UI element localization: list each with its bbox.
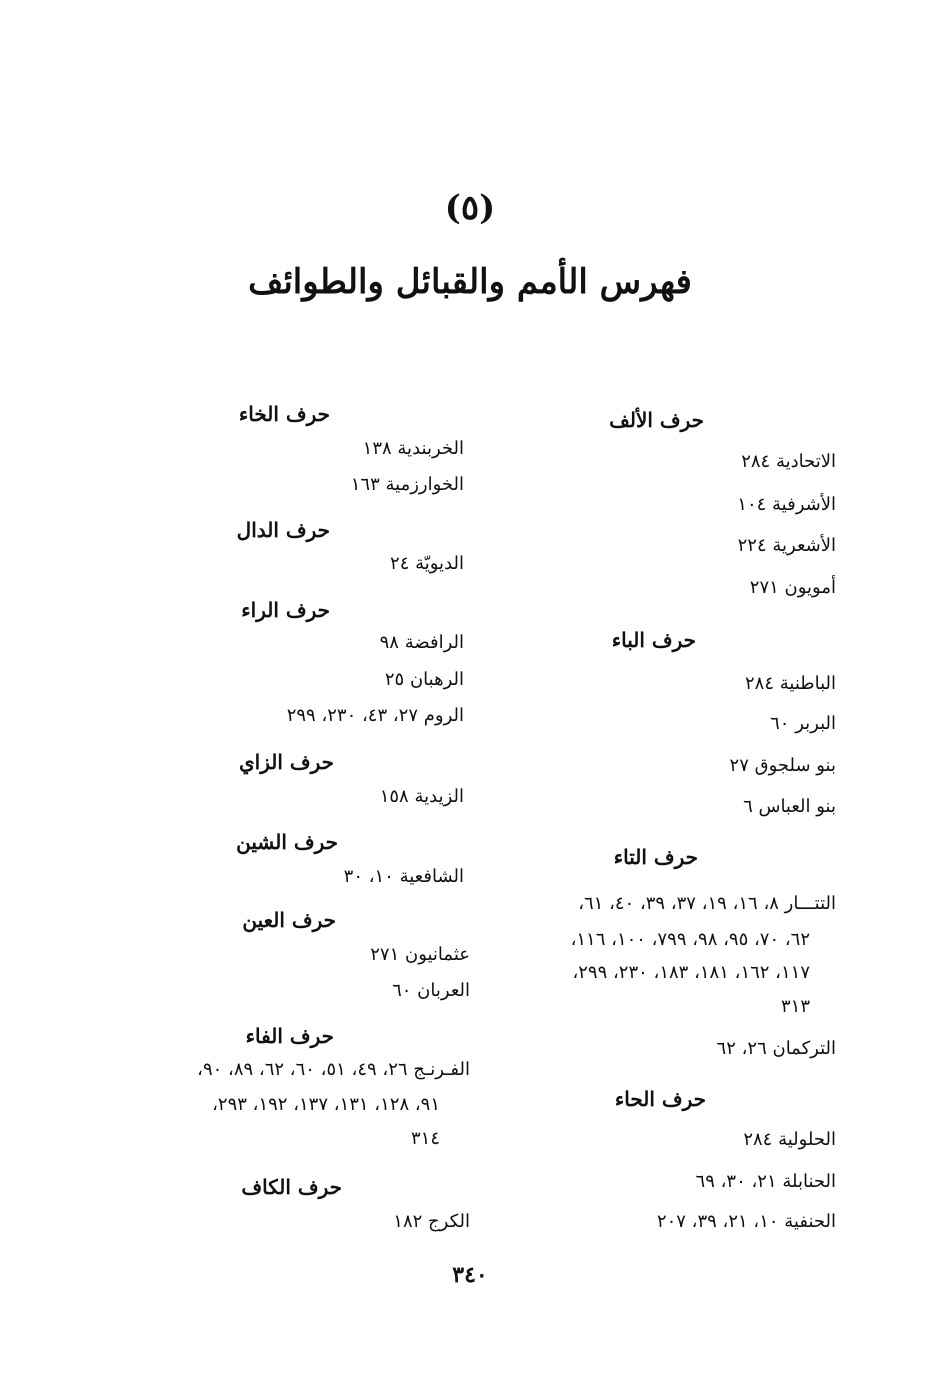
index-entry: التتـــار ٨، ١٦، ١٩، ٣٧، ٣٩، ٤٠، ٦١، — [578, 893, 836, 914]
section-number: (٥) — [444, 188, 496, 228]
heading-fa: حرف الفاء — [245, 1024, 334, 1048]
heading-ra: حرف الراء — [241, 598, 330, 622]
heading-ayn: حرف العين — [242, 908, 336, 932]
heading-ha: حرف الحاء — [614, 1087, 706, 1111]
index-entry: العربان ٦٠ — [392, 980, 470, 1001]
heading-kha: حرف الخاء — [238, 402, 330, 426]
index-entry: الرهبان ٢٥ — [384, 669, 464, 690]
index-entry: ٣١٣ — [780, 996, 810, 1017]
index-entry: الحنابلة ٢١، ٣٠، ٦٩ — [695, 1171, 836, 1192]
page-title: فهرس الأمم والقبائل والطوائف — [248, 262, 692, 302]
heading-zay: حرف الزاي — [239, 750, 334, 774]
index-entry: الفـرنـج ٢٦، ٤٩، ٥١، ٦٠، ٦٢، ٨٩، ٩٠، — [197, 1059, 470, 1080]
index-entry: الخوارزمية ١٦٣ — [350, 474, 464, 495]
heading-ta: حرف التاء — [613, 845, 698, 869]
index-entry: بنو العباس ٦ — [743, 796, 836, 817]
index-entry: الديويّة ٢٤ — [390, 553, 464, 574]
heading-ba: حرف الباء — [611, 628, 696, 652]
index-entry: ١١٧، ١٦٢، ١٨١، ١٨٣، ٢٣٠، ٢٩٩، — [572, 962, 810, 983]
heading-dal: حرف الدال — [236, 518, 330, 542]
index-entry: أمويون ٢٧١ — [749, 577, 836, 598]
index-entry: الأشعرية ٢٢٤ — [737, 535, 836, 556]
index-entry: الشافعية ١٠، ٣٠ — [343, 866, 464, 887]
heading-alif: حرف الألف — [609, 408, 704, 432]
index-entry: الحلولية ٢٨٤ — [743, 1129, 836, 1150]
index-entry: البربر ٦٠ — [770, 713, 836, 734]
index-entry: الخربندية ١٣٨ — [362, 438, 464, 459]
index-entry: الأشرفية ١٠٤ — [737, 494, 836, 515]
heading-kaf: حرف الكاف — [241, 1175, 342, 1199]
index-entry: الاتحادية ٢٨٤ — [741, 451, 836, 472]
index-entry: ٦٢، ٧٠، ٩٥، ٩٨، ٧٩٩، ١٠٠، ١١٦، — [570, 929, 810, 950]
index-entry: الروم ٢٧، ٤٣، ٢٣٠، ٢٩٩ — [286, 705, 464, 726]
index-entry: ٣١٤ — [410, 1128, 440, 1149]
index-entry: ٩١، ١٢٨، ١٣١، ١٣٧، ١٩٢، ٢٩٣، — [212, 1094, 440, 1115]
page-number: ٣٤٠ — [452, 1262, 488, 1288]
index-entry: الكرج ١٨٢ — [393, 1211, 470, 1232]
index-entry: عثمانيون ٢٧١ — [370, 944, 470, 965]
index-entry: الزيدية ١٥٨ — [379, 786, 464, 807]
index-entry: الرافضة ٩٨ — [379, 632, 464, 653]
index-entry: التركمان ٢٦، ٦٢ — [716, 1038, 836, 1059]
index-entry: الحنفية ١٠، ٢١، ٣٩، ٢٠٧ — [656, 1211, 836, 1232]
heading-shin: حرف الشين — [236, 830, 338, 854]
index-entry: الباطنية ٢٨٤ — [745, 673, 836, 694]
index-entry: بنو سلجوق ٢٧ — [729, 755, 836, 776]
